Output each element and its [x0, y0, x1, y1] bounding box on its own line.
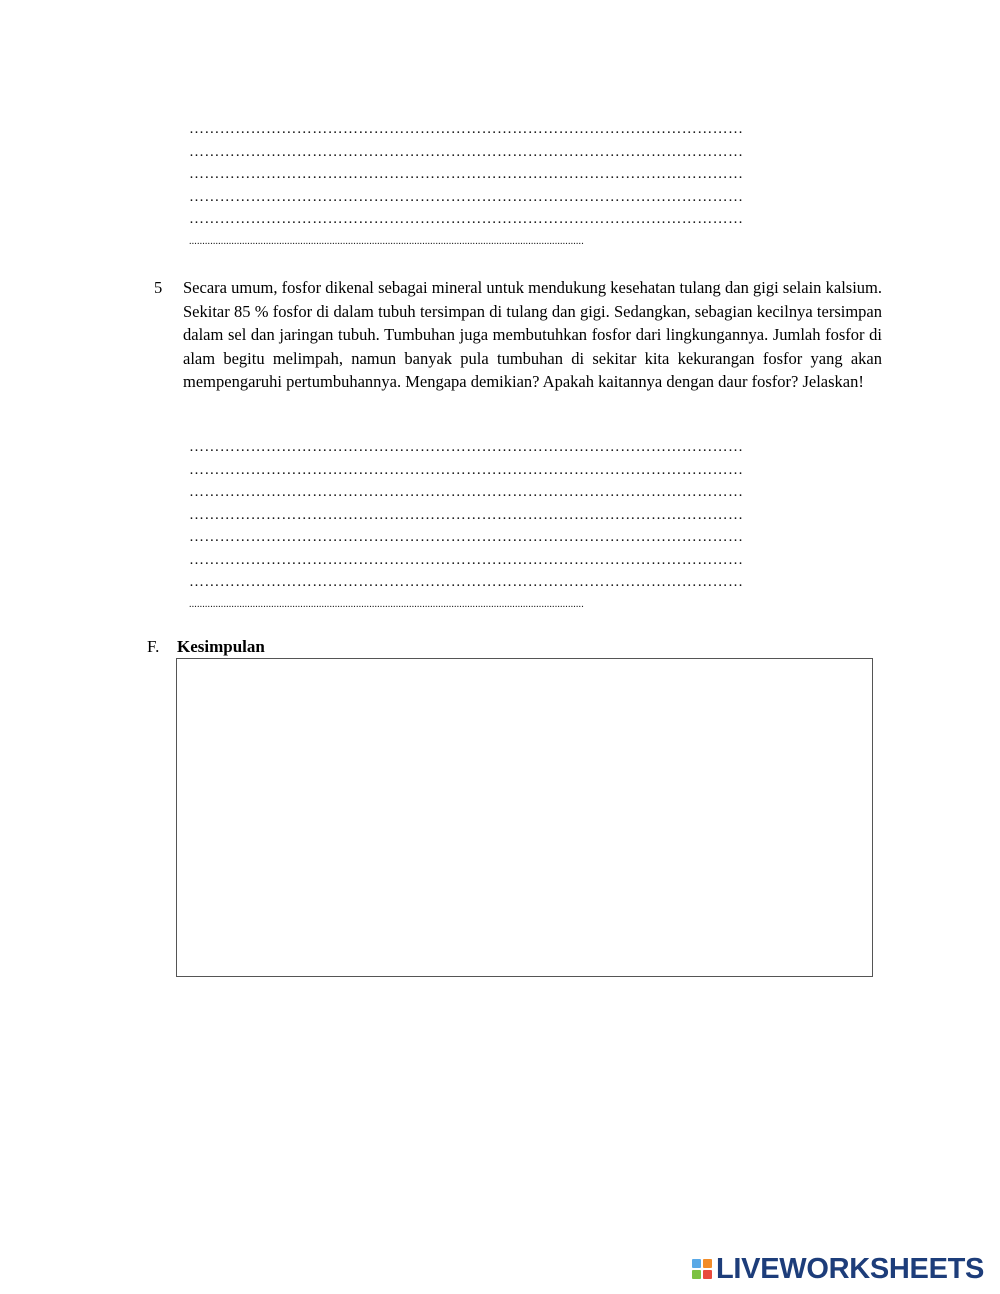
logo-block-e [703, 1270, 712, 1279]
answer-line[interactable]: ……………………………………………………………………………………………… [189, 484, 744, 500]
question-text: Secara umum, fosfor dikenal sebagai mineral untuk mendukung kesehatan tulang dan gigi selain kalsium. Sekitar 85 % fosfor di dalam tubuh tersimpan di tulang dan gigi. Sedangkan, sebagian kecilnya tersimpan dalam sel dan jaringan tubuh. Tumbuhan juga membutuhkan fosfor dari lingkungannya. Jumlah fosfor di alam begitu melimpah, namun banyak pula tumbuhan di sekitar kita kekurangan fosfor yang akan mempengaruhi pertumbuhannya. Mengapa demikian? Apakah kaitannya dengan daur fosfor? Jelaskan! [183, 278, 882, 391]
answer-line[interactable]: ……………………………………………………………………………………………… [189, 551, 744, 568]
logo-block-v [692, 1270, 701, 1279]
section-title: Kesimpulan [177, 637, 265, 656]
section-f-heading [147, 636, 265, 658]
answer-line[interactable]: ……………………………………………………………………………………………… [189, 166, 744, 182]
answer-line[interactable]: ……………………………………………………………………………………………… [189, 506, 744, 523]
answer-line[interactable]: ..................................................................................................................................................... [189, 235, 584, 247]
liveworksheets-logo [692, 1254, 984, 1284]
section-letter: F. [147, 637, 160, 656]
logo-blocks-icon [692, 1259, 712, 1279]
logo-block-i [703, 1259, 712, 1268]
answer-line[interactable]: ……………………………………………………………………………………………… [189, 188, 744, 205]
answer-line[interactable]: ..................................................................................................................................................... [189, 598, 584, 610]
answer-line[interactable]: ……………………………………………………………………………………………… [189, 143, 744, 160]
answer-line[interactable]: ……………………………………………………………………………………………… [189, 439, 744, 455]
answer-lines-top [189, 118, 861, 251]
answer-lines-q5 [189, 436, 861, 614]
answer-line[interactable]: ……………………………………………………………………………………………… [189, 529, 744, 545]
answer-line[interactable]: ……………………………………………………………………………………………… [189, 121, 744, 137]
conclusion-answer-box[interactable] [176, 658, 873, 977]
answer-line[interactable]: ……………………………………………………………………………………………… [189, 574, 744, 590]
question-number: 5 [154, 278, 163, 297]
answer-line[interactable]: ……………………………………………………………………………………………… [189, 211, 744, 227]
logo-text: LIVEWORKSHEETS [716, 1252, 985, 1285]
answer-line[interactable]: ……………………………………………………………………………………………… [189, 461, 744, 478]
logo-block-l [692, 1259, 701, 1268]
